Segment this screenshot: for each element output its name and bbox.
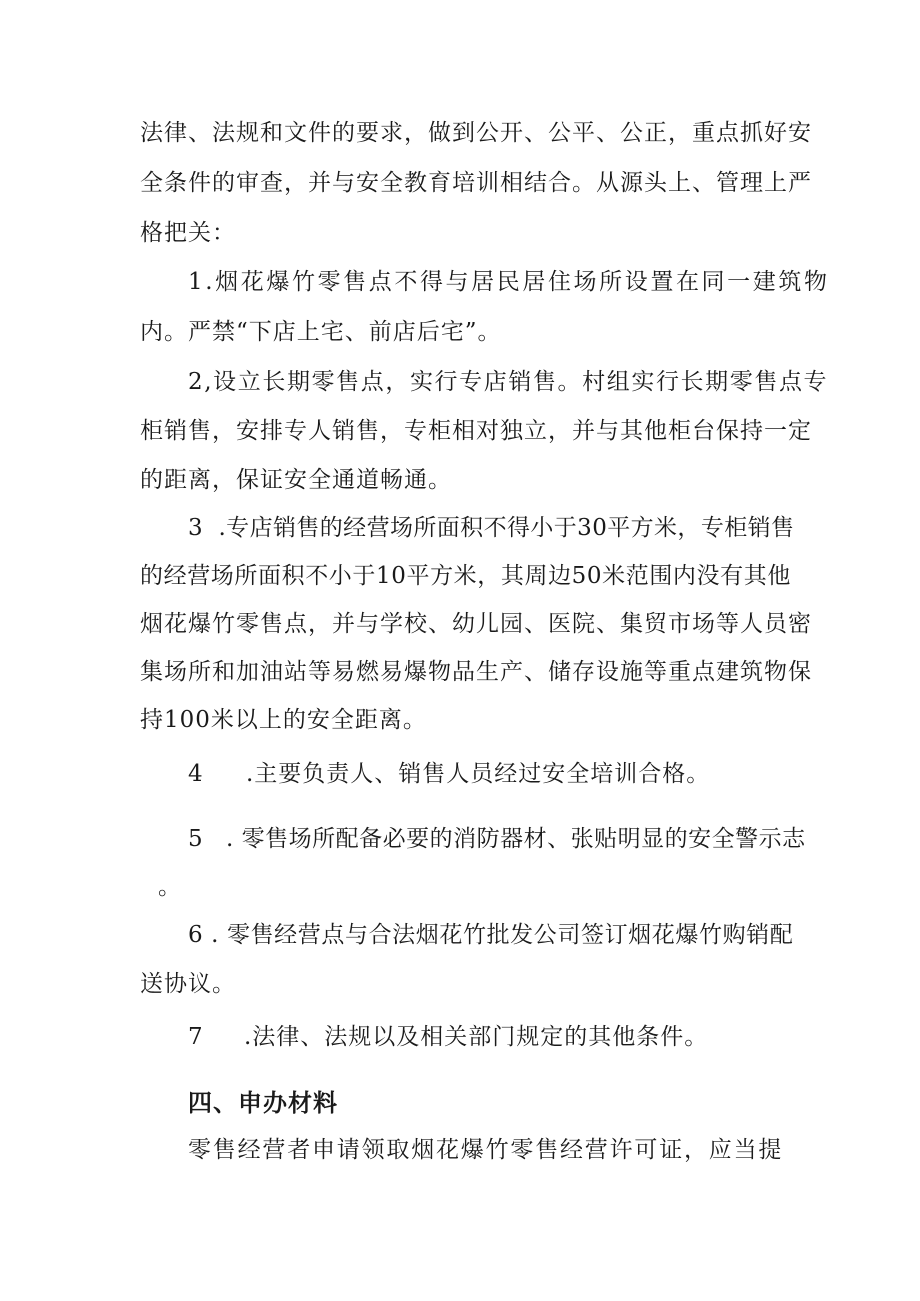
item-7-number: 7 [188,1024,204,1050]
intro-line-1: 法 律 、 法 规 和 文 件 的 要 求 ， 做 到 公 开 、 公 平 、 公 正 ， 重 点 抓 好 安 [140,120,812,146]
item-6-line-2: 送协议。 [140,971,236,997]
item-5-number: 5 [188,826,204,852]
item-1-line-1: 1.烟花爆竹零售点不得与居民居住场所设置在同一建筑物 [188,269,830,295]
item-5-line-2: 。 [158,874,182,900]
closing-line-1: 零售经营者申请领取烟花爆竹零售经营许可证，应当提 [188,1137,784,1163]
item-3-line-4: 集 场 所 和 加 油 站 等 易 燃 易 爆 物 品 生 产 、 储 存 设 施 等 重 点 建 筑 物 保 [140,659,812,685]
item-2-line-1: 2,设立长期零售点，实行专店销售。村组实行长期零售点专 [188,369,829,395]
item-6-line-1: 6 . 零售经营点与合法烟花竹批发公司签订烟花爆竹购销配 [188,922,794,948]
item-3-line-3: 烟 花 爆 竹 零 售 点 ， 并 与 学 校 、 幼 儿 园 、 医 院 、 集 贸 市 场 等 人 员 密 [140,611,812,637]
intro-line-3: 格把关： [140,220,236,246]
intro-line-2: 全 条 件 的 审 查 ， 并 与 安 全 教 育 培 训 相 结 合 。 从 源 头 上 、 管 理 上 严 [140,170,812,196]
item-2-line-2: 柜 销 售 ， 安 排 专 人 销 售 ， 专 柜 相 对 独 立 ， 并 与 其 他 柜 台 保 持 一 定 [140,418,812,444]
item-3-line-5: 持100米以上的安全距离。 [140,707,427,733]
item-3-line-2: 的经营场所面积不小于10平方米，其周边50米范围内没有其他 [140,563,791,589]
item-5-text: . 零售场所配备必要的消防器材、张贴明显的安全警示志 [226,826,806,852]
item-3-line-1: 3 .专店销售的经营场所面积不得小于30平方米，专柜销售 [188,515,795,541]
section-heading: 四、申办材料 [188,1089,338,1117]
item-4-number: 4 [188,761,204,787]
item-4-text: .主要负责人、销售人员经过安全培训合格。 [246,761,711,787]
item-7-text: .法律、法规以及相关部门规定的其他条件。 [244,1024,709,1050]
item-1-line-2: 内。严禁“下店上宅、前店后宅”。 [140,319,502,345]
item-2-line-3: 的距离，保证安全通道畅通。 [140,467,452,493]
